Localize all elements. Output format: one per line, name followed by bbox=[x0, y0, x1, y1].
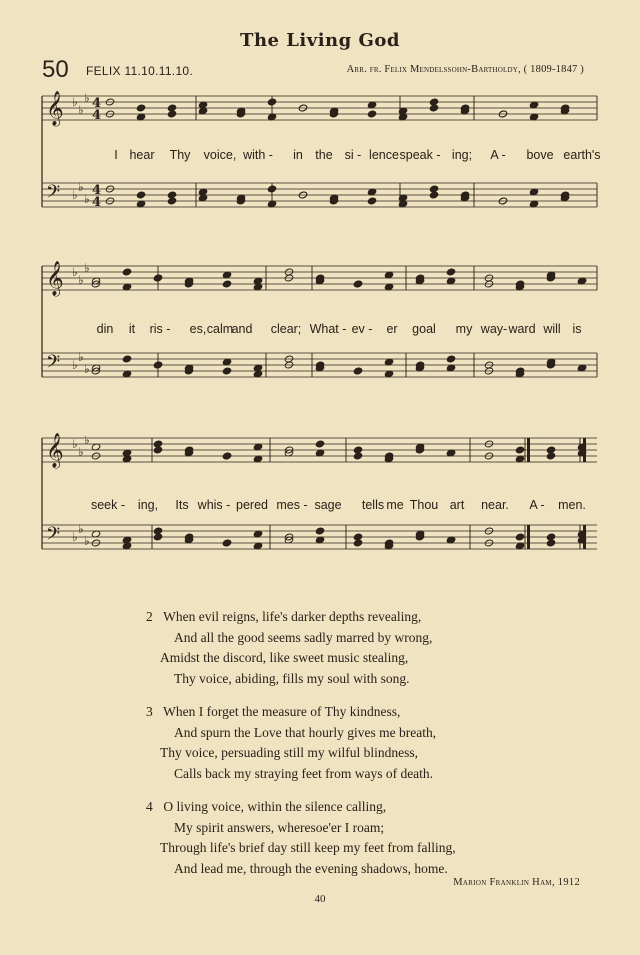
stanza-text: Thy voice, persuading still my wilful blindness, bbox=[160, 745, 418, 760]
lyric-syllable: my bbox=[455, 322, 473, 336]
stanza-text: Amidst the discord, like sweet music stealing, bbox=[160, 650, 409, 665]
stanza-line bbox=[146, 702, 586, 723]
lyric-syllable: seek - bbox=[90, 498, 126, 512]
svg-text:𝄞: 𝄞 bbox=[46, 261, 64, 296]
svg-text:♭: ♭ bbox=[72, 530, 78, 544]
stanza-line bbox=[146, 818, 586, 839]
svg-text:4: 4 bbox=[92, 183, 102, 198]
lyric-syllable: sage bbox=[314, 498, 342, 512]
lyric-syllable: voice, bbox=[203, 148, 237, 162]
stanza-4 bbox=[146, 797, 586, 879]
hymn-number: 50 bbox=[42, 56, 69, 83]
lyric-syllable: ris - bbox=[149, 322, 171, 336]
stanza-line bbox=[146, 648, 586, 669]
stanza-2 bbox=[146, 607, 586, 689]
svg-text:♭: ♭ bbox=[84, 261, 90, 275]
stanza-line bbox=[146, 838, 586, 859]
svg-text:𝄞: 𝄞 bbox=[46, 433, 64, 468]
stanza-text: And lead me, through the evening shadows, home. bbox=[174, 860, 448, 876]
svg-text:♭: ♭ bbox=[78, 273, 84, 287]
lyric-syllable: near. bbox=[481, 498, 509, 512]
stanza-line bbox=[146, 607, 586, 628]
lyric-syllable: calm bbox=[206, 322, 234, 336]
stanza-line bbox=[146, 628, 586, 649]
lyric-syllable: in bbox=[293, 148, 303, 162]
stanza-text: My spirit answers, wheresoe'er I roam; bbox=[174, 819, 385, 835]
lyric-syllable: whis - bbox=[197, 498, 231, 512]
lyric-syllable: din bbox=[96, 322, 114, 336]
lyric-syllable: es, bbox=[189, 322, 207, 336]
svg-text:♭: ♭ bbox=[84, 362, 90, 376]
svg-text:𝄢: 𝄢 bbox=[46, 182, 61, 207]
svg-text:♭: ♭ bbox=[78, 350, 84, 364]
stanza-text: And all the good seems sadly marred by wrong, bbox=[174, 629, 433, 645]
stanzas bbox=[146, 607, 586, 892]
lyric-syllable: with - bbox=[243, 148, 273, 162]
lyric-syllable: pered bbox=[236, 498, 268, 512]
lyric-syllable: I bbox=[114, 148, 118, 162]
lyric-syllable: me bbox=[386, 498, 404, 512]
lyric-line-1 bbox=[0, 148, 640, 166]
stanza-text: O living voice, within the silence calling, bbox=[163, 799, 387, 814]
lyric-line-3 bbox=[0, 498, 640, 516]
lyric-syllable: bove bbox=[526, 148, 554, 162]
svg-text:𝄢: 𝄢 bbox=[46, 524, 61, 549]
lyric-syllable: clear; bbox=[270, 322, 302, 336]
svg-text:♭: ♭ bbox=[72, 188, 78, 202]
stanza-text: Calls back my straying feet from ways of death. bbox=[174, 765, 434, 781]
lyric-syllable: ev - bbox=[351, 322, 373, 336]
lyric-syllable: lence bbox=[369, 148, 399, 162]
page-number: 40 bbox=[314, 893, 326, 905]
lyric-syllable: ing; bbox=[451, 148, 473, 162]
lyric-syllable: is bbox=[572, 322, 582, 336]
stanza-text: When evil reigns, life's darker depths revealing, bbox=[163, 609, 422, 624]
svg-text:♭: ♭ bbox=[72, 265, 78, 279]
svg-text:4: 4 bbox=[92, 96, 102, 111]
svg-text:♭: ♭ bbox=[72, 358, 78, 372]
svg-text:♭: ♭ bbox=[84, 534, 90, 548]
hymn-title: The Living God bbox=[240, 30, 400, 51]
svg-text:♭: ♭ bbox=[84, 91, 90, 105]
stanza-3 bbox=[146, 702, 586, 784]
stanza-text: And spurn the Love that hourly gives me breath, bbox=[174, 724, 437, 740]
lyric-syllable: Its bbox=[175, 498, 189, 512]
stanza-number: 4 bbox=[146, 799, 153, 814]
lyric-syllable: ing, bbox=[137, 498, 159, 512]
svg-text:♭: ♭ bbox=[78, 522, 84, 536]
lyric-syllable: Thou bbox=[409, 498, 439, 512]
lyric-syllable: men. bbox=[558, 498, 586, 512]
lyric-syllable: Thy bbox=[169, 148, 191, 162]
author-credit: Marion Franklin Ham, 1912 bbox=[453, 877, 580, 888]
lyric-syllable: art bbox=[449, 498, 465, 512]
svg-text:𝄞: 𝄞 bbox=[46, 91, 64, 126]
lyric-syllable: A - bbox=[529, 498, 545, 512]
lyric-syllable: hear bbox=[129, 148, 155, 162]
stanza-line bbox=[146, 743, 586, 764]
svg-text:♭: ♭ bbox=[84, 433, 90, 447]
lyric-syllable: ward bbox=[508, 322, 536, 336]
lyric-syllable: si - bbox=[344, 148, 362, 162]
stanza-line bbox=[146, 797, 586, 818]
lyric-syllable: and bbox=[231, 322, 253, 336]
svg-text:♭: ♭ bbox=[72, 95, 78, 109]
lyric-syllable: it bbox=[128, 322, 136, 336]
svg-text:♭: ♭ bbox=[78, 180, 84, 194]
lyric-syllable: What - bbox=[309, 322, 347, 336]
lyric-syllable: earth's bbox=[563, 148, 601, 162]
stanza-line bbox=[146, 723, 586, 744]
stanza-line bbox=[146, 764, 586, 785]
tune-name: FELIX 11.10.11.10. bbox=[86, 64, 194, 78]
lyric-syllable: goal bbox=[412, 322, 436, 336]
stanza-text: Thy voice, abiding, fills my soul with song. bbox=[174, 670, 410, 686]
svg-text:𝄢: 𝄢 bbox=[46, 352, 61, 377]
lyric-syllable: tells bbox=[361, 498, 385, 512]
svg-text:♭: ♭ bbox=[72, 437, 78, 451]
lyric-syllable: the bbox=[315, 148, 333, 162]
lyric-syllable: A - bbox=[490, 148, 506, 162]
svg-text:♭: ♭ bbox=[78, 103, 84, 117]
stanza-text: Through life's brief day still keep my feet from falling, bbox=[160, 840, 456, 855]
svg-text:4: 4 bbox=[92, 108, 102, 123]
lyric-syllable: will bbox=[543, 322, 561, 336]
lyric-syllable: mes - bbox=[276, 498, 308, 512]
svg-text:♭: ♭ bbox=[78, 445, 84, 459]
svg-text:♭: ♭ bbox=[84, 192, 90, 206]
lyric-syllable: way- bbox=[480, 322, 508, 336]
arranger-credit: Arr. fr. Felix Mendelssohn-Bartholdy, ( 1809-1847 ) bbox=[346, 64, 584, 75]
stanza-text: When I forget the measure of Thy kindness, bbox=[163, 704, 401, 719]
svg-text:4: 4 bbox=[92, 195, 102, 210]
lyric-syllable: er bbox=[386, 322, 398, 336]
lyric-syllable: speak - bbox=[399, 148, 441, 162]
lyric-line-2 bbox=[0, 322, 640, 340]
stanza-number: 3 bbox=[146, 704, 153, 719]
stanza-number: 2 bbox=[146, 609, 153, 624]
stanza-line bbox=[146, 669, 586, 690]
stanza-line bbox=[146, 859, 586, 880]
